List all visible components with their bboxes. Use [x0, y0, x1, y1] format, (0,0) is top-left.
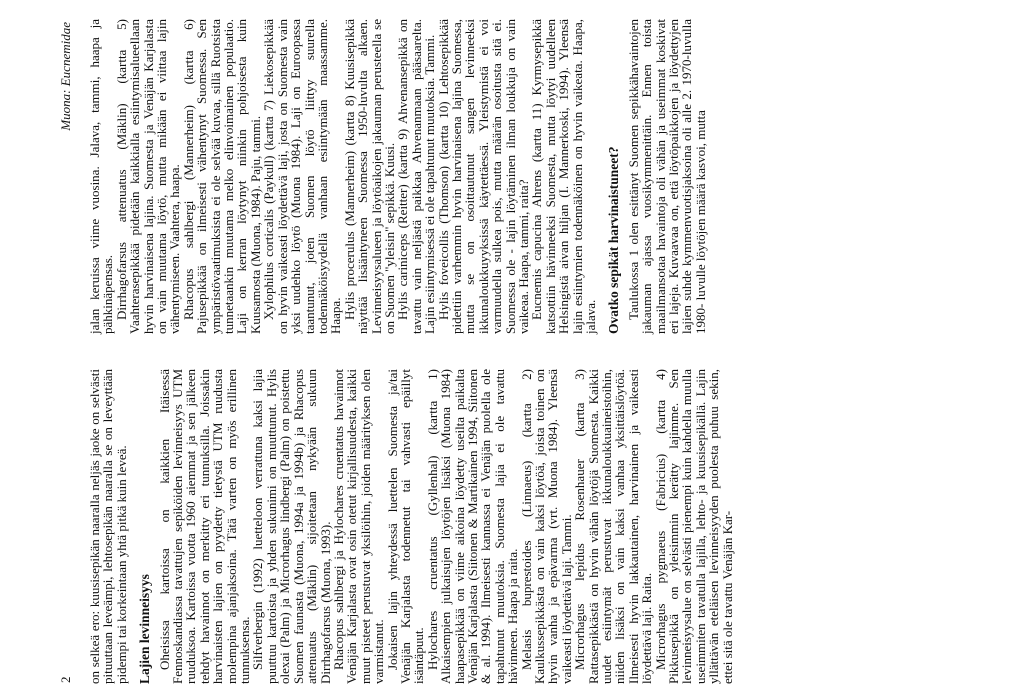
section-heading-distribution: Lajien levinneisyys — [137, 574, 153, 684]
paragraph: Rhacopus sahlbergi ja Hylochares cruentatus havainnot Venäjän Karjalasta ovat osin otetut kirjallisuudesta, kaikki muut pisteet perustuvat yksilöihin, joiden määrityksen olen varmistanut. — [330, 369, 387, 684]
species-entry: Microrhagus lepidus Rosenhauer (kartta 3) Rattasepikkästä on hyvin vähän löytöjä Suomesta. Kaikki uudet esiintymät perustuvat ikkunaloukkuaineistoihin, niiden lisäksi on vain kaksi vanhaa yksittäislöytöä. Ilmeisesti hyvin lakkautainen, harvinainen ja vaikeasti löydettävä laji. Raita. — [572, 369, 655, 684]
species-entry: Hylis procerulus (Mannerheim) (kartta 8) Kuusisepikkä näyttää lisääntyneen Suomessa 1950-luvulta alkaen. Levinneisyysalueen ja löytöaikojen jakauman perusteella se on Suomen "yleisin" sepikkä. Kuusi. — [341, 19, 397, 334]
paragraph: Jokaisen lajin yhteydessä luettelen Suomesta ja/tai Venäjän Karjalasta todennetut tai vahvasti epäillyt isäntäpuut. — [384, 369, 427, 684]
left-column — [88, 369, 734, 684]
species-entry: Xylophilus corticalis (Paykull) (kartta 7) Liekosepikkää on hyvin vaikeasti löydettävä laji, josta on Suomesta vain yksi uudehko löytö (Muona 1984). Laji on Euroopassa taantunut, joten Suomen löytö liittyy suurella todennäköisyydellä vanhaan esiintymään maassamme. Haapa. — [261, 19, 344, 334]
species-entry: Rhacopus sahlbergi (Mannerheim) (kartta 6) Pajusepikkää on ilmeisesti vähentynyt Suomessa. Sen ympäristövaatimuksista ei ole selvää kuvaa, sillä Ruotsista tunnetaankin muutama melko elinvoimainen populaatio. Laji on kerran löytynyt niinkin pohjoisesta kuin Kuusamosta (Muona, 1984). Paju, tammi. — [180, 19, 263, 334]
running-head: Muona: Eucnemidae — [58, 22, 73, 131]
right-column — [88, 19, 707, 334]
intro-paragraph: on selkeä ero: kuusisepikän naaralla neljäs jaoke on selvästi pituuttaan leveämpi, lehtosepikän naaralla se on leveyttään pidempi tai korkeintaan yhtä pitkä kuin leveä. — [87, 369, 129, 684]
species-entry: Dirrhagofarsus attenuatus (Mäklin) (kartta 5) Vaahterasepikkää pidetään kaikkialla esiintymisalueellaan hyvin harvinaisena lajina. Suomesta ja Venäjän Karjalasta on vain muutama löytö, mutta mikään ei viittaa lajin vähentymiseen. Vaahtera, haapa. — [113, 19, 183, 334]
species-entry: Eucnemis capucina Ahrens (kartta 11) Kyrmysepikkä katsottiin hävinneeksi Suomesta, mutta löytyi uudelleen Helsingistä aivan hiljan (I. Mannerkoski, 1994). Yleensä lajin esiintymien todennäköinen on hyvin vaikeata. Haapa, jalava. — [529, 19, 599, 334]
species-entry: Hylis foveicollis (Thomson) (kartta 10) Lehtosepikkää pidettiin varhemmin hyvin harvinaisena lajina Suomessa, mutta se on osoittautunut sangen levinneeksi ikkunaloukkuyyksissä käytettäessä. Yleistymistä ei voi varmuudella sulkea pois, mutta määrän osoitusta sitä ei. Suomessa ole - lajin löytäminen ilman loukkuja on vain vaikeaa. Haapa, tammi, raita? — [435, 19, 531, 334]
section-heading-rarity: Ovatko sepikät harvinaistuneet? — [606, 146, 622, 334]
species-entry: Microrhagus pygmaeus (Fabricius) (kartta 4) Pikkusepikkä on yleisimmin kerätty lajimme. Sen levinneisyysalue on selvästi pienempi kuin kahdella muulla useimmiten tavatulla lajilla, lehto- ja kuusisepikällä. Lajin yllättävän eteläisen levinneisyyden puolesta puhuu sekin, ettei sitä ole tavattu Venäjän Kar- — [652, 369, 735, 684]
paragraph: Silfverbergin (1992) luetteloon verrattuna kaksi lajia puuttuu kartoista ja yhden sukunimi on muuttunut. Hylis olexai (Palm) ja Microrhagus lindbergi (Palm) on poistettu Suomen faunasta (Muona, 1994a ja 1994b) ja Rhacopus attenuatus (Mäklin) sijoitetaan nykyään sukuun Dirrhagofarsus (Muona, 1993). — [250, 369, 333, 684]
page-number: 2 — [58, 676, 73, 683]
paragraph: Oheisissa kartoissa on kaikkien Itäisessä Fennoskandiassa tavattujen sepiköiden levinneisyys UTM ruuduksoa. Kartoissa vuotta 1960 aiemmat ja sen jälkeen tehdyt havainnot on merkitty eri tunnuksilla. Joissakin harvinaisten lajien on pyydetty tietystä UTM ruudusta molempina ajanjaksoina. Tätä varten on myös erillinen tunnuksensa. — [156, 369, 253, 684]
species-entry: Hylis cariniceps (Reitter) (kartta 9) Ahvenansepikkä on tavattu vain neljästä paikkaa Ahvenanmaan pääsaarelta. Lajin esiintymisessä ei ole tapahtunut muutoksia. Tammi. — [395, 19, 438, 334]
species-entry: Hylochares cruentatus (Gyllenhal) (kartta 1) Alkaisempien julkaisujen löytöjen lisäksi (Muona 1984) haapasepikkää on viime aikoina löydetty useilta paikalta Venäjän Karjalasta (Siitonen & Martikainen 1994, Siitonen & al. 1994). Ilmeisesti kannassa ei Venäjän puolella ole tapahtunut muutoksia. Suomesta lajia ei ole tavattu hävinneen. Haapa ja raita. — [424, 369, 521, 684]
species-entry: Melasis buprestoides (Linnaeus) (kartta 2) Kaulkussepikkästa on vain kaksi löytöä, joista toinen on hyvin vanha ja epävarma (vrt. Muona 1984). Yleensä vaikeasti löydettävä laji. Tammi. — [518, 369, 574, 684]
paragraph: Taulukossa 1 olen esittänyt Suomen sepikkähavaintojen jakauman ajassa vuosikymmenittäin. Ennen toista maailmansotaa havaintoja oli vähän ja useimmat koskivat eri lajeja. Kuvaavaa on, että löytöpaikkojen ja löydettyjen lajien suhde kymmenvuotisjaksoina oli alle 2. 1970-luvulla 1980- luvulle löytöjen määrä kasvoi, mutta — [625, 19, 708, 334]
paragraph: jalan keruissa viime vuosina. Jalava, tammi, haapa ja pähkinäpensas. — [87, 19, 116, 334]
